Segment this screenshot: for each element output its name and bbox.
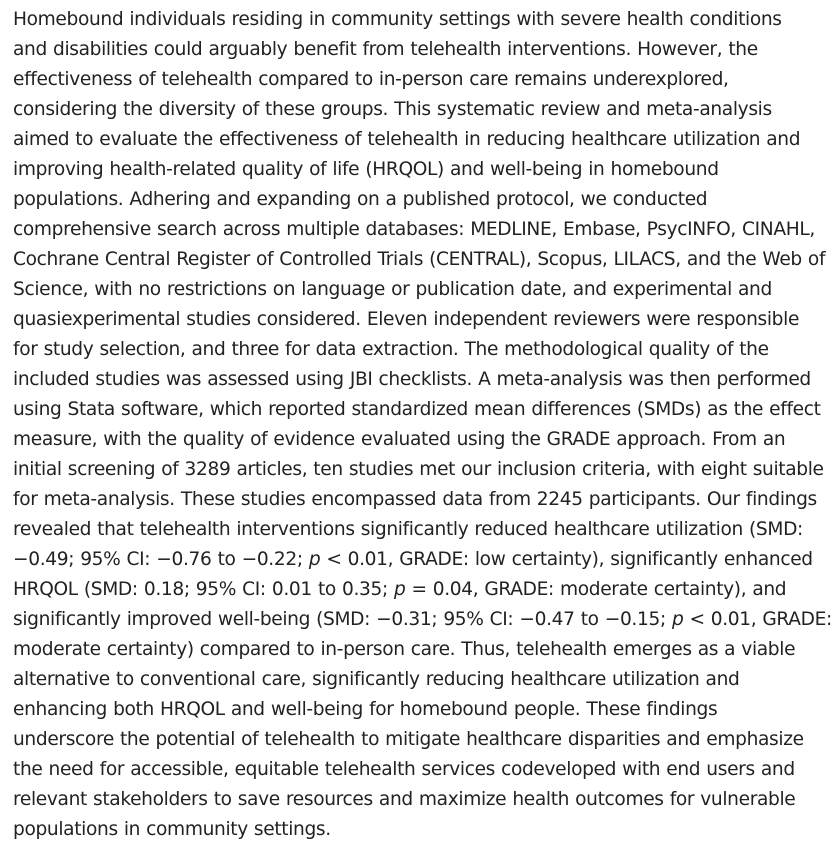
p-value-symbol: p	[308, 549, 321, 570]
abstract-line: revealed that telehealth interventions significantly reduced healthcare utilization (SMD:	[13, 519, 803, 540]
abstract-line: populations. Adhering and expanding on a published protocol, we conducted	[13, 189, 708, 210]
abstract-line: quasiexperimental studies considered. Eleven independent reviewers were responsible	[13, 309, 800, 330]
abstract-line: Cochrane Central Register of Controlled Trials (CENTRAL), Scopus, LILACS, and the Web of	[13, 249, 826, 270]
abstract-line: and disabilities could arguably benefit from telehealth interventions. However, the	[13, 39, 758, 60]
abstract-line: for study selection, and three for data extraction. The methodological quality of the	[13, 339, 769, 360]
p-value-symbol: p	[393, 579, 406, 600]
abstract-line: populations in community settings.	[13, 819, 331, 840]
abstract-line: enhancing both HRQOL and well-being for homebound people. These findings	[13, 699, 718, 720]
stats-text: −0.49; 95% CI: −0.76 to −0.22;	[13, 549, 309, 570]
abstract-line: Science, with no restrictions on language or publication date, and experimental and	[13, 279, 772, 300]
abstract-line: measure, with the quality of evidence evaluated using the GRADE approach. From an	[13, 429, 786, 450]
abstract-line: using Stata software, which reported standardized mean differences (SMDs) as the effect	[13, 399, 821, 420]
abstract-line: relevant stakeholders to save resources and maximize health outcomes for vulnerable	[13, 789, 796, 810]
abstract-line: moderate certainty) compared to in-person care. Thus, telehealth emerges as a viable	[13, 639, 796, 660]
stats-text: < 0.01, GRADE:	[683, 609, 832, 630]
abstract-line-wellbeing-stats	[13, 605, 834, 635]
abstract-line: Homebound individuals residing in community settings with severe health conditions	[13, 9, 782, 30]
abstract-paragraph	[13, 5, 834, 845]
abstract-line: underscore the potential of telehealth to mitigate healthcare disparities and emphasize	[13, 729, 804, 750]
stats-text: HRQOL (SMD: 0.18; 95% CI: 0.01 to 0.35;	[13, 579, 394, 600]
abstract-line: considering the diversity of these groups. This systematic review and meta-analysis	[13, 99, 772, 120]
abstract-line: for meta-analysis. These studies encompassed data from 2245 participants. Our findings	[13, 489, 817, 510]
abstract-line: the need for accessible, equitable telehealth services codeveloped with end users and	[13, 759, 795, 780]
abstract-line: alternative to conventional care, significantly reducing healthcare utilization and	[13, 669, 740, 690]
abstract-line-healthcare-utilization-stats	[13, 545, 834, 575]
p-value-symbol: p	[671, 609, 684, 630]
abstract-line: aimed to evaluate the effectiveness of telehealth in reducing healthcare utilization and	[13, 129, 801, 150]
abstract-line: initial screening of 3289 articles, ten studies met our inclusion criteria, with eight suitable	[13, 459, 824, 480]
stats-text: < 0.01, GRADE: low certainty), significantly enhanced	[320, 549, 813, 570]
abstract-line: included studies was assessed using JBI checklists. A meta-analysis was then performed	[13, 369, 811, 390]
stats-text: = 0.04, GRADE: moderate certainty), and	[405, 579, 787, 600]
abstract-line: improving health-related quality of life (HRQOL) and well-being in homebound	[13, 159, 719, 180]
abstract-line: comprehensive search across multiple databases: MEDLINE, Embase, PsycINFO, CINAHL,	[13, 219, 815, 240]
stats-text: significantly improved well-being (SMD: −0.31; 95% CI: −0.47 to −0.15;	[13, 609, 672, 630]
abstract-line-hrqol-stats	[13, 575, 834, 605]
abstract-line: effectiveness of telehealth compared to in-person care remains underexplored,	[13, 69, 729, 90]
